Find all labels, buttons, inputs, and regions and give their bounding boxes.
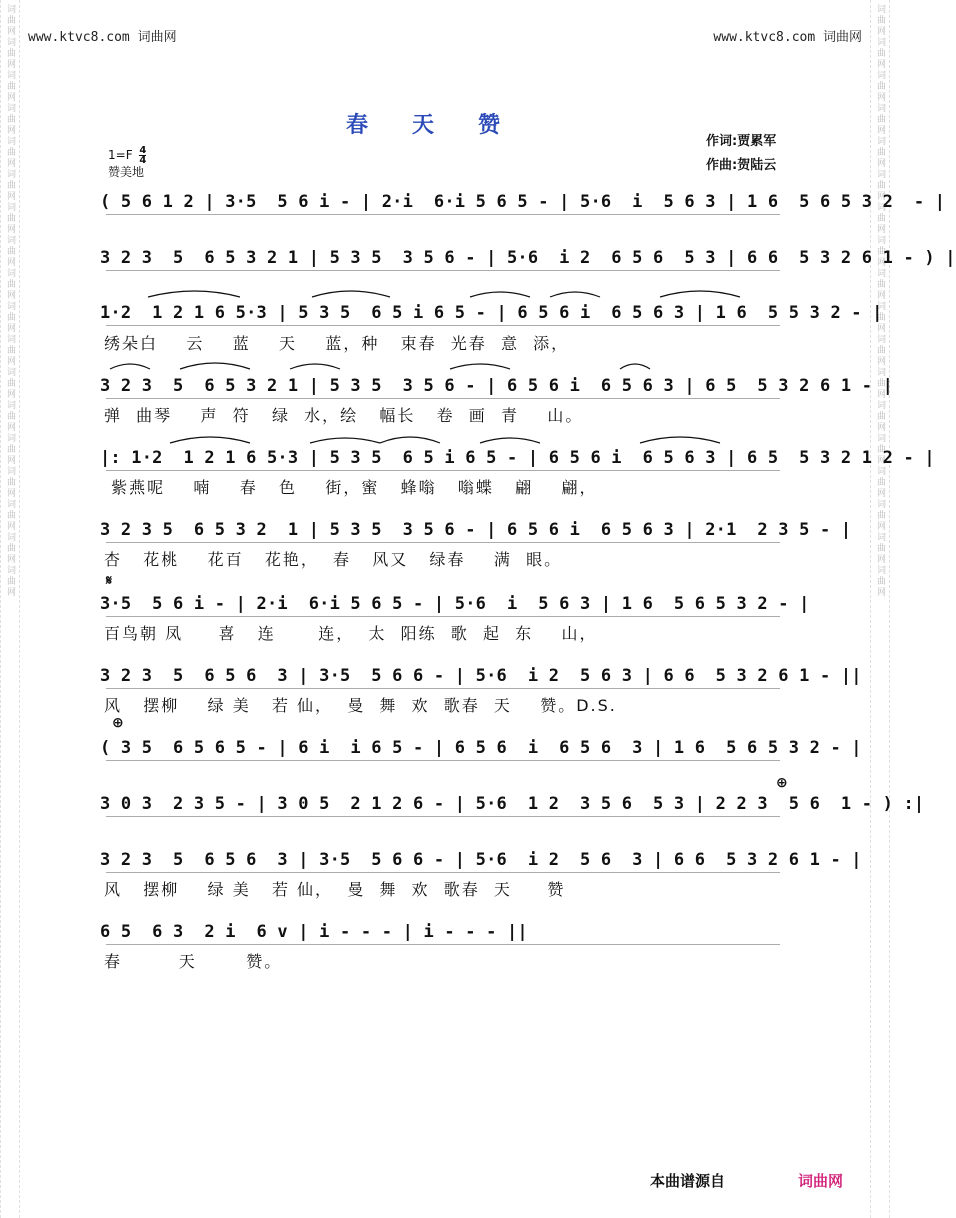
notation-line-4: 3 2 3 5 6 5 3 2 1 | 5 3 5 3 5 6 - | 6 5 6 i 6 5 6 3 | 6 5 5 3 2 6 1 - |: [100, 371, 790, 401]
lyric-line-4: 弹 曲琴 声 符 绿 水，绘 幅长 卷 画 青 山。: [104, 406, 584, 425]
notation-line-7: 3·5 5 6 i - | 2·i 6·i 5 6 5 - | 5·6 i 5 6 3 | 1 6 5 6 5 3 2 - |: [100, 589, 790, 619]
notation-line-9: ( 3 5 6 5 6 5 - | 6 i i 6 5 - | 6 5 6 i 6 5 6 3 | 1 6 5 6 5 3 2 - |: [100, 733, 790, 763]
lyric-line-7: 百鸟朝 凤 喜 连 连， 太 阳练 歌 起 东 山，: [104, 624, 598, 643]
tempo-marking: 赞美地: [108, 165, 145, 179]
watermark-text: 词曲网词曲网词曲网词曲网词曲网词曲网词曲网词曲网词曲网词曲网词曲网词曲网词曲网词曲网词曲网词曲网词曲网词曲网: [875, 4, 885, 598]
composer-credit: 作曲:贺陆云: [706, 158, 777, 173]
credits: [706, 130, 776, 178]
lyric-line-11: 风 摆柳 绿 美 若 仙， 曼 舞 欢 歌春 天 赞: [104, 880, 566, 899]
notation-line-2: 3 2 3 5 6 5 3 2 1 | 5 3 5 3 5 6 - | 5·6 i 2 6 5 6 5 3 | 6 6 5 3 2 6 1 - ) |: [100, 243, 790, 273]
lyric-line-3: 绣朵白 云 蓝 天 蓝，种 束春 光春 意 添，: [104, 334, 570, 353]
right-watermark-strip: [870, 0, 890, 1218]
notation-line-10: 3 0 3 2 3 5 - | 3 0 5 2 1 2 6 - | 5·6 1 2 3 5 6 5 3 | 2 2 3 5 6 1 - ) :|: [100, 789, 790, 819]
time-signature: [139, 146, 146, 165]
notation-line-11: 3 2 3 5 6 5 6 3 | 3·5 5 6 6 - | 5·6 i 2 5 6 3 | 6 6 5 3 2 6 1 - |: [100, 845, 790, 875]
left-watermark-strip: [0, 0, 20, 1218]
notation-line-12: 6 5 6 3 2 i 6 v | i - - - | i - - - ||: [100, 917, 790, 947]
slur-marks: [100, 285, 790, 299]
notation-line-5: |: 1·2 1 2 1 6 5·3 | 5 3 5 6 5 i 6 5 - | 6 5 6 i 6 5 6 3 | 6 5 5 3 2 1 2 - |: [100, 443, 790, 473]
lyricist-credit: 作词:贾累军: [706, 134, 777, 149]
header-url-left[interactable]: www.ktvc8.com 词曲网: [28, 30, 177, 45]
time-signature-top: 4: [139, 145, 147, 156]
slur-marks: [100, 357, 790, 371]
key-signature: 1=F: [108, 148, 133, 162]
score-meta: [108, 146, 146, 180]
lyric-line-6: 杏 花桃 花百 花艳， 春 风又 绿春 满 眼。: [104, 550, 563, 569]
coda-mark-end: ⊕: [776, 775, 788, 791]
lyric-line-8: 风 摆柳 绿 美 若 仙， 曼 舞 欢 歌春 天 赞。D.S.: [104, 696, 617, 715]
notation-line-8: 3 2 3 5 6 5 6 3 | 3·5 5 6 6 - | 5·6 i 2 5 6 3 | 6 6 5 3 2 6 1 - ||: [100, 661, 790, 691]
lyric-line-12: 春 天 赞。: [104, 952, 283, 971]
brand-link[interactable]: 词曲网: [798, 1172, 844, 1190]
source-label: 本曲谱源自: [650, 1172, 726, 1190]
song-title: 春天赞: [345, 112, 544, 138]
notation-line-6: 3 2 3 5 6 5 3 2 1 | 5 3 5 3 5 6 - | 6 5 6 i 6 5 6 3 | 2·1 2 3 5 - |: [100, 515, 790, 545]
lyric-line-5: 紫燕呢 喃 春 色 街，蜜 蜂嗡 嗡蝶 翩 翩，: [104, 478, 598, 497]
header-url-right[interactable]: www.ktvc8.com 词曲网: [713, 30, 862, 45]
notation-line-3: 1·2 1 2 1 6 5·3 | 5 3 5 6 5 i 6 5 - | 6 5 6 i 6 5 6 3 | 1 6 5 5 3 2 - |: [100, 298, 790, 328]
segno-mark: 𝄋: [106, 573, 113, 589]
watermark-text: 词曲网词曲网词曲网词曲网词曲网词曲网词曲网词曲网词曲网词曲网词曲网词曲网词曲网词曲网词曲网词曲网词曲网词曲网: [5, 4, 15, 598]
coda-mark: ⊕: [112, 715, 124, 731]
notation-line-1: ( 5 6 1 2 | 3·5 5 6 i - | 2·i 6·i 5 6 5 - | 5·6 i 5 6 3 | 1 6 5 6 5 3 2 - |: [100, 187, 790, 217]
time-signature-bottom: 4: [139, 155, 147, 166]
